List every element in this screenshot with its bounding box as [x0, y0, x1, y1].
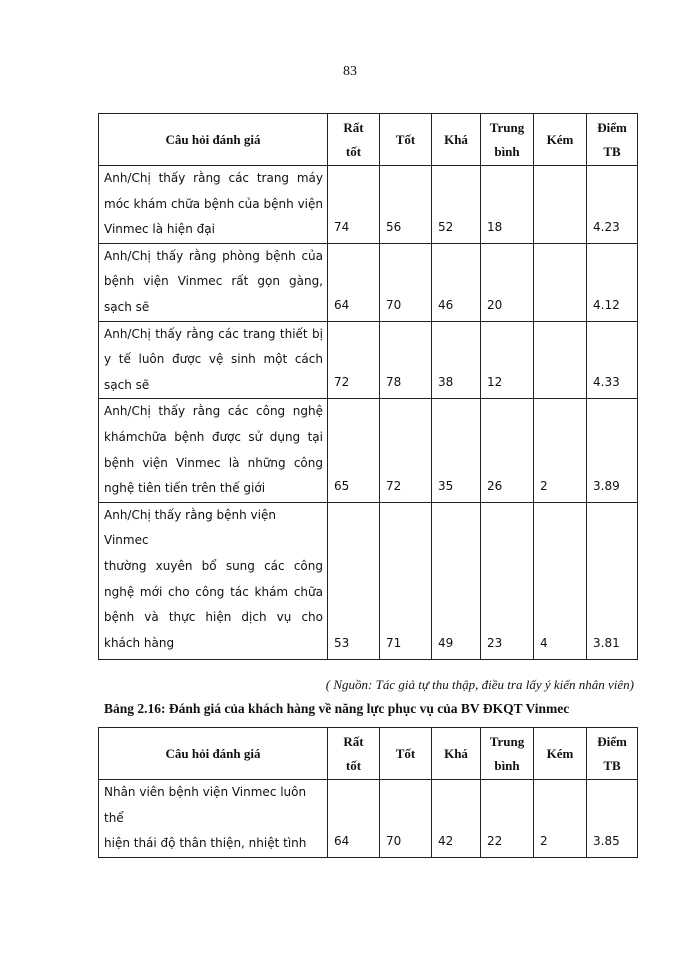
kem-cell: 4	[534, 502, 587, 659]
source-note: ( Nguồn: Tác giả tự thu thập, điều tra lấy ý kiến nhân viên)	[325, 677, 634, 692]
question-cell: Anh/Chị thấy rằng các công nghệ khámchữa bệnh được sử dụng tại bệnh viện Vinmec là những công nghệ tiên tiến trên thế giới	[99, 399, 328, 502]
tot-cell: 56	[380, 166, 432, 244]
header-tot: Tốt	[380, 114, 432, 166]
table-row	[99, 166, 638, 244]
rat-tot-cell: 72	[328, 321, 380, 399]
header-diem-tb: Điểm TB	[587, 114, 638, 166]
trung-binh-cell: 20	[481, 243, 534, 321]
tot-cell: 78	[380, 321, 432, 399]
table-row	[99, 399, 638, 502]
kha-cell: 38	[432, 321, 481, 399]
rat-tot-cell: 53	[328, 502, 380, 659]
diem-tb-cell: 4.23	[587, 166, 638, 244]
tot-cell: 70	[380, 243, 432, 321]
rat-tot-cell: 64	[328, 780, 380, 858]
question-cell: Anh/Chị thấy rằng các trang máy móc khám chữa bệnh của bệnh viện Vinmec là hiện đại	[99, 166, 328, 244]
header-rat-tot: Rất tốt	[328, 728, 380, 780]
table-row	[99, 243, 638, 321]
header-tot: Tốt	[380, 728, 432, 780]
table-caption: Bảng 2.16: Đánh giá của khách hàng về năng lực phục vụ của BV ĐKQT Vinmec	[104, 701, 570, 716]
diem-tb-cell: 4.33	[587, 321, 638, 399]
question-cell: Anh/Chị thấy rằng phòng bệnh của bệnh viện Vinmec rất gọn gàng, sạch sẽ	[99, 243, 328, 321]
diem-tb-cell: 3.81	[587, 502, 638, 659]
rat-tot-cell: 74	[328, 166, 380, 244]
kem-cell	[534, 166, 587, 244]
question-cell: Nhân viên bệnh viện Vinmec luôn thể hiện thái độ thân thiện, nhiệt tình	[99, 780, 328, 858]
rat-tot-cell: 64	[328, 243, 380, 321]
evaluation-table-1	[98, 113, 638, 660]
kha-cell: 35	[432, 399, 481, 502]
kem-cell: 2	[534, 399, 587, 502]
page-number: 83	[343, 64, 357, 79]
question-cell: Anh/Chị thấy rằng các trang thiết bị y tế luôn được vệ sinh một cách sạch sẽ	[99, 321, 328, 399]
diem-tb-cell: 4.12	[587, 243, 638, 321]
header-kem: Kém	[534, 728, 587, 780]
table-header-row	[99, 114, 638, 166]
header-rat-tot: Rất tốt	[328, 114, 380, 166]
rat-tot-cell: 65	[328, 399, 380, 502]
evaluation-table-2	[98, 727, 638, 858]
kha-cell: 49	[432, 502, 481, 659]
header-trung-binh: Trung bình	[481, 728, 534, 780]
table-header-row	[99, 728, 638, 780]
kha-cell: 52	[432, 166, 481, 244]
table-row	[99, 321, 638, 399]
trung-binh-cell: 26	[481, 399, 534, 502]
trung-binh-cell: 18	[481, 166, 534, 244]
trung-binh-cell: 12	[481, 321, 534, 399]
table-row	[99, 502, 638, 659]
diem-tb-cell: 3.85	[587, 780, 638, 858]
kha-cell: 42	[432, 780, 481, 858]
kem-cell	[534, 321, 587, 399]
diem-tb-cell: 3.89	[587, 399, 638, 502]
kem-cell	[534, 243, 587, 321]
header-kha: Khá	[432, 114, 481, 166]
header-kha: Khá	[432, 728, 481, 780]
trung-binh-cell: 23	[481, 502, 534, 659]
header-diem-tb: Điểm TB	[587, 728, 638, 780]
header-trung-binh: Trung bình	[481, 114, 534, 166]
trung-binh-cell: 22	[481, 780, 534, 858]
header-question: Câu hỏi đánh giá	[99, 114, 328, 166]
header-kem: Kém	[534, 114, 587, 166]
tot-cell: 70	[380, 780, 432, 858]
table-row	[99, 780, 638, 858]
header-question: Câu hỏi đánh giá	[99, 728, 328, 780]
tot-cell: 72	[380, 399, 432, 502]
question-cell: Anh/Chị thấy rằng bệnh viện Vinmec thường xuyên bổ sung các công nghệ mới cho công tác khám chữa bệnh và thực hiện dịch vụ cho khách hàng	[99, 502, 328, 659]
kha-cell: 46	[432, 243, 481, 321]
kem-cell: 2	[534, 780, 587, 858]
tot-cell: 71	[380, 502, 432, 659]
